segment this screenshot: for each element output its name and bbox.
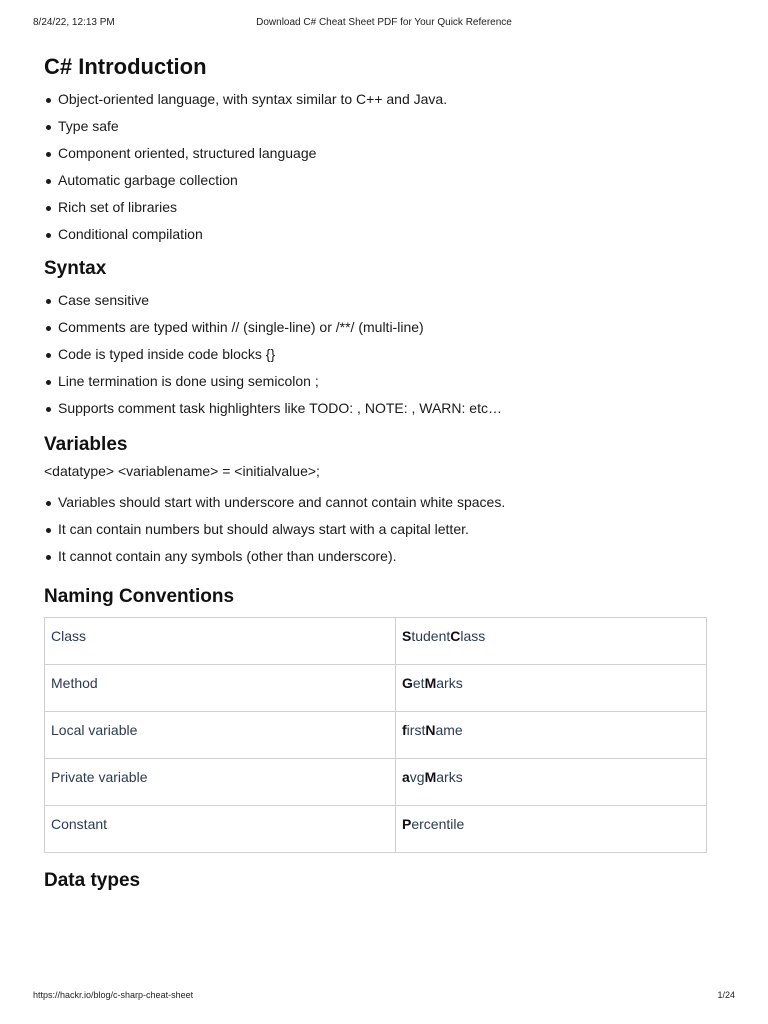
intro-list-item: Conditional compilation	[58, 225, 706, 243]
print-page-number: 1/24	[717, 990, 735, 1000]
table-row	[45, 712, 707, 759]
print-header	[33, 17, 735, 31]
naming-example-cell	[396, 806, 707, 853]
intro-list	[44, 90, 706, 243]
example-text: vg	[409, 769, 425, 785]
naming-label-cell: Class	[45, 618, 396, 665]
variables-list-item: It can contain numbers but should always start with a capital letter.	[58, 520, 706, 538]
syntax-list-item: Code is typed inside code blocks {}	[58, 345, 706, 363]
section-data-types	[44, 868, 706, 894]
syntax-heading: Syntax	[44, 258, 107, 279]
naming-conventions-table	[44, 617, 707, 853]
print-url: https://hackr.io/blog/c-sharp-cheat-sheet	[33, 990, 194, 1000]
syntax-list-item: Supports comment task highlighters like TODO: , NOTE: , WARN: etc…	[58, 399, 706, 417]
example-text: arks	[436, 675, 463, 691]
variables-list-item: Variables should start with underscore and cannot contain white spaces.	[58, 493, 706, 511]
example-capital-letter: G	[402, 675, 413, 691]
variables-list-item: It cannot contain any symbols (other than underscore).	[58, 547, 706, 565]
datatypes-heading: Data types	[44, 870, 141, 891]
variables-heading: Variables	[44, 434, 128, 455]
syntax-list-item: Case sensitive	[58, 291, 706, 309]
example-capital-letter: N	[425, 722, 436, 738]
section-syntax	[44, 256, 706, 417]
example-text: lass	[460, 628, 486, 644]
syntax-list-item: Line termination is done using semicolon ;	[58, 372, 706, 390]
example-text: tudent	[411, 628, 451, 644]
example-capital-letter: P	[402, 816, 412, 832]
example-capital-letter: M	[424, 769, 437, 785]
example-text: ame	[435, 722, 463, 738]
intro-list-item: Automatic garbage collection	[58, 171, 706, 189]
example-capital-letter: M	[424, 675, 437, 691]
example-text: arks	[436, 769, 463, 785]
variable-declaration-syntax: <datatype> <variablename> = <initialvalue>;	[44, 463, 320, 479]
intro-list-item: Component oriented, structured language	[58, 144, 706, 162]
example-capital-letter: f	[402, 722, 407, 738]
intro-heading: C# Introduction	[44, 54, 207, 79]
print-footer	[33, 990, 735, 1004]
naming-example-cell	[396, 665, 707, 712]
table-row	[45, 618, 707, 665]
naming-label-cell: Method	[45, 665, 396, 712]
table-row	[45, 759, 707, 806]
print-page-title: Download C# Cheat Sheet PDF for Your Quick Reference	[256, 17, 512, 28]
section-variables	[44, 432, 706, 565]
naming-example-cell	[396, 712, 707, 759]
print-datetime: 8/24/22, 12:13 PM	[33, 17, 115, 28]
section-intro	[44, 52, 706, 243]
section-naming-conventions	[44, 584, 706, 853]
example-text: et	[412, 675, 425, 691]
table-row	[45, 806, 707, 853]
variables-list	[44, 493, 706, 565]
naming-example-cell	[396, 618, 707, 665]
intro-list-item: Rich set of libraries	[58, 198, 706, 216]
naming-heading: Naming Conventions	[44, 586, 235, 607]
naming-label-cell: Local variable	[45, 712, 396, 759]
intro-list-item: Type safe	[58, 117, 706, 135]
intro-list-item: Object-oriented language, with syntax similar to C++ and Java.	[58, 90, 706, 108]
table-row	[45, 665, 707, 712]
document-content	[44, 52, 706, 894]
naming-example-cell	[396, 759, 707, 806]
syntax-list-item: Comments are typed within // (single-line) or /**/ (multi-line)	[58, 318, 706, 336]
syntax-list	[44, 291, 706, 417]
naming-label-cell: Private variable	[45, 759, 396, 806]
example-capital-letter: C	[450, 628, 461, 644]
example-capital-letter: a	[402, 769, 410, 785]
example-text: ercentile	[411, 816, 465, 832]
naming-label-cell: Constant	[45, 806, 396, 853]
example-capital-letter: S	[402, 628, 412, 644]
example-text: irst	[406, 722, 426, 738]
